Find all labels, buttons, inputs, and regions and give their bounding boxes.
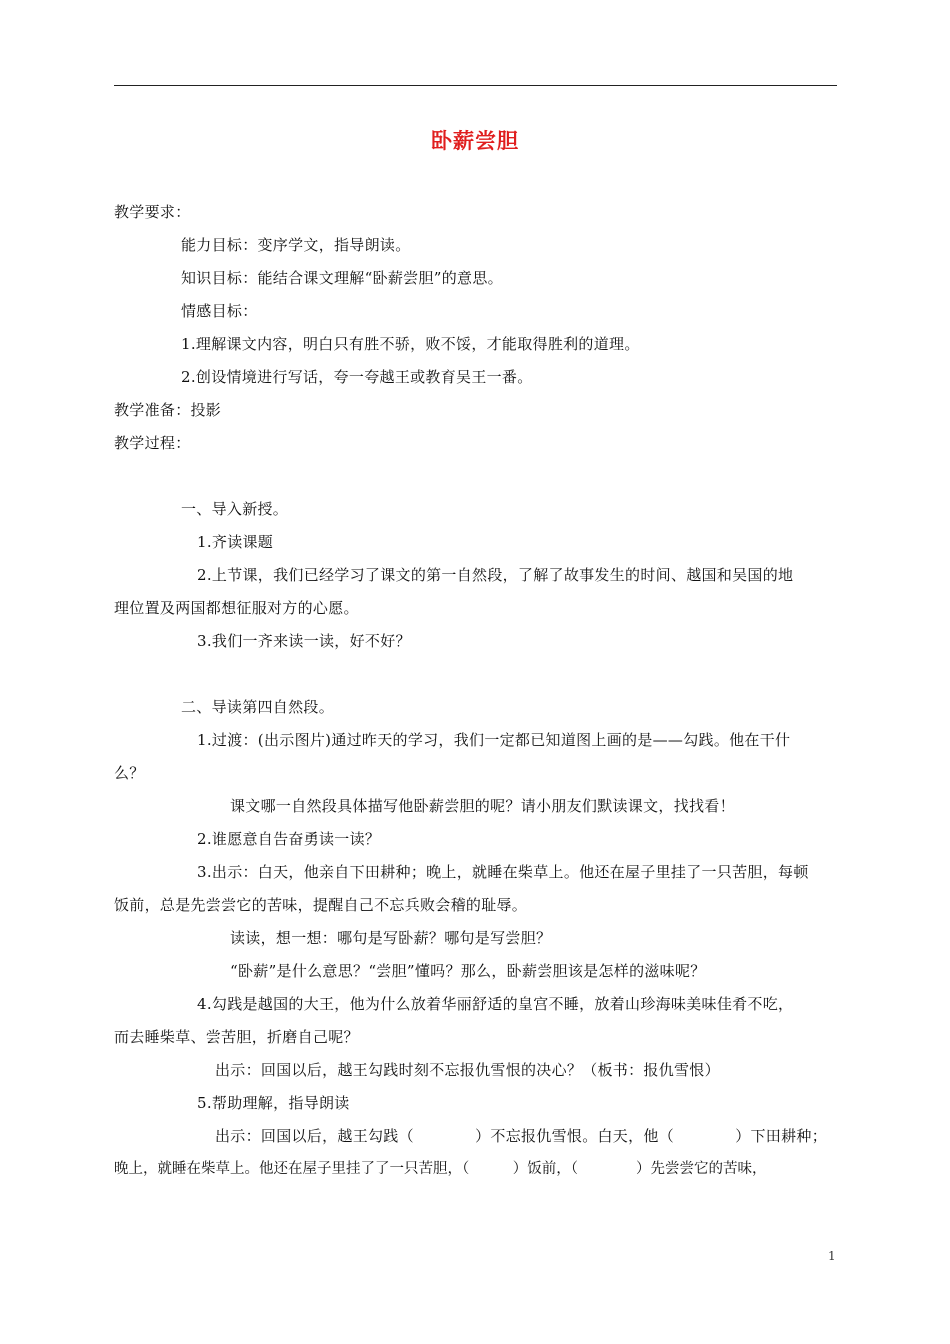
document-title: 卧薪尝胆 (431, 129, 519, 153)
ability-goal: 能力目标：变序学文，指导朗读。 (181, 236, 411, 254)
teaching-preparation: 教学准备：投影 (114, 401, 222, 419)
paragraph-line: 么？ (114, 764, 145, 782)
emotion-goal-heading: 情感目标： (181, 302, 258, 320)
paragraph-line: 出示：回国以后，越王勾践时刻不忘报仇雪恨的决心？（板书：报仇雪恨） (215, 1061, 720, 1079)
paragraph-line: 饭前，总是先尝尝它的苦味，提醒自己不忘兵败会稽的耻辱。 (114, 896, 528, 914)
knowledge-goal: 知识目标：能结合课文理解“卧薪尝胆”的意思。 (181, 269, 503, 287)
section-heading: 一、导入新授。 (181, 500, 289, 518)
section-heading: 二、导读第四自然段。 (181, 698, 335, 716)
emotion-goal-item: 1.理解课文内容，明白只有胜不骄，败不馁，才能取得胜利的道理。 (181, 335, 640, 353)
header-rule (114, 85, 837, 86)
paragraph-line: 1.齐读课题 (197, 533, 274, 551)
emotion-goal-item: 2.创设情境进行写话，夸一夸越王或教育吴王一番。 (181, 368, 533, 386)
paragraph-line: 2.上节课，我们已经学习了课文的第一自然段，了解了故事发生的时间、越国和吴国的地 (197, 566, 794, 584)
paragraph-line: 出示：回国以后，越王勾践（ ）不忘报仇雪恨。白天，他（ ）下田耕种； (215, 1127, 828, 1145)
paragraph-line: 读读，想一想：哪句是写卧薪？哪句是写尝胆？ (230, 929, 552, 947)
paragraph-line: 3.出示：白天，他亲自下田耕种；晚上，就睡在柴草上。他还在屋子里挂了一只苦胆，每顿 (197, 863, 809, 881)
paragraph-line: 课文哪一自然段具体描写他卧薪尝胆的呢？请小朋友们默读课文，找找看！ (230, 797, 735, 815)
page-number: 1 (828, 1249, 836, 1263)
paragraph-line: 3.我们一齐来读一读，好不好？ (197, 632, 411, 650)
paragraph-line: 4.勾践是越国的大王，他为什么放着华丽舒适的皇宫不睡，放着山珍海味美味佳肴不吃， (197, 995, 794, 1013)
teaching-process-heading: 教学过程： (114, 434, 191, 452)
paragraph-line: “卧薪”是什么意思？“尝胆”懂吗？那么，卧薪尝胆该是怎样的滋味呢？ (230, 962, 706, 980)
paragraph-line: 5.帮助理解，指导朗读 (197, 1094, 350, 1112)
teaching-requirements-heading: 教学要求： (114, 203, 191, 221)
paragraph-line: 而去睡柴草、尝苦胆，折磨自己呢？ (114, 1028, 359, 1046)
paragraph-line: 2.谁愿意自告奋勇读一读？ (197, 830, 381, 848)
paragraph-line: 理位置及两国都想征服对方的心愿。 (114, 599, 359, 617)
paragraph-line: 1.过渡：(出示图片)通过昨天的学习，我们一定都已知道图上画的是——勾践。他在干什 (197, 731, 791, 749)
paragraph-line: 晚上，就睡在柴草上。他还在屋子里挂了了一只苦胆，（ ）饭前，（ ）先尝尝它的苦味， (114, 1161, 767, 1177)
